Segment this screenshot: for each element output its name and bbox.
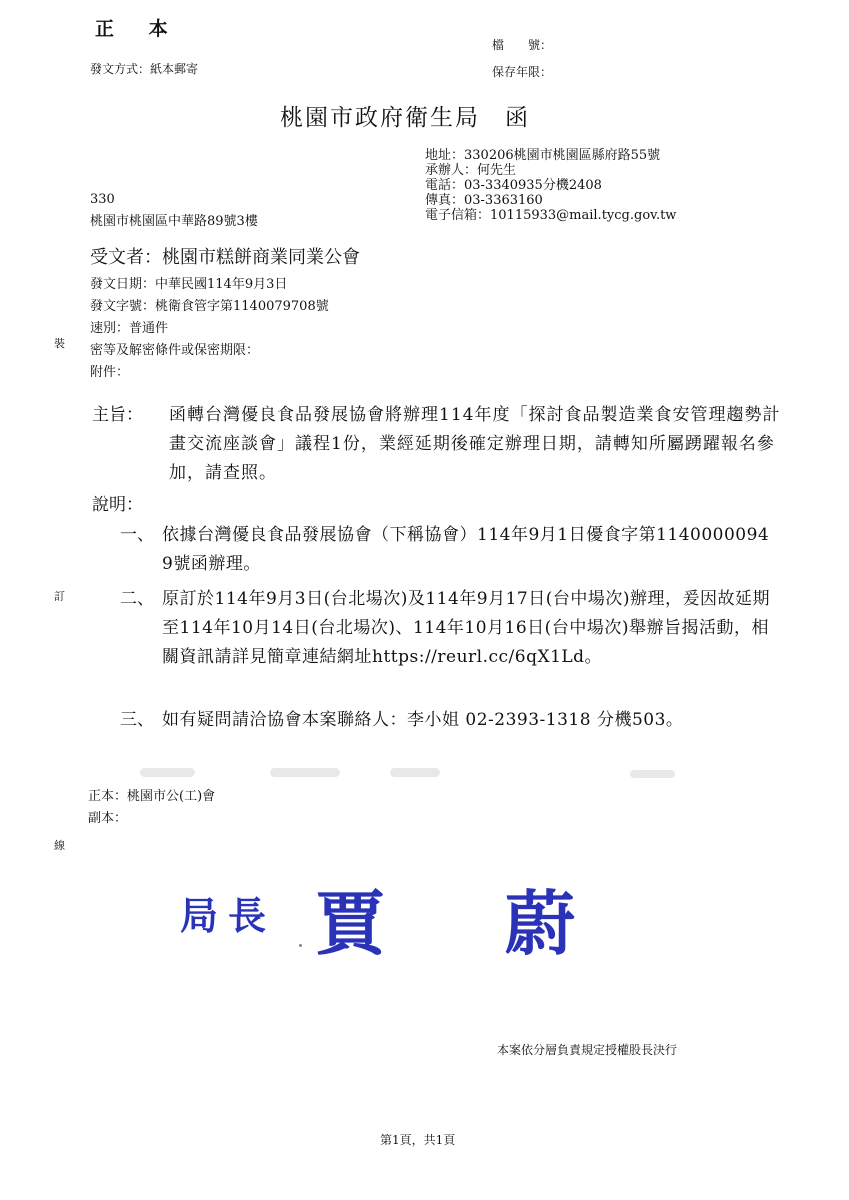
original-recipient: 正本：桃園市公(工)會 [88, 789, 216, 804]
subject-label: 主旨： [92, 405, 143, 425]
sender-address: 地址：330206桃園市桃園區縣府路55號 [425, 148, 661, 163]
issue-date: 發文日期：中華民國114年9月3日 [90, 277, 288, 292]
recipient: 受文者：桃園市糕餅商業同業公會 [90, 247, 360, 268]
binding-mark-middle: 訂 [54, 590, 65, 603]
item-text: 依據台灣優良食品發展協會（下稱協會）114年9月1日優食字第11400000949號函辦理。 [162, 525, 770, 574]
binding-mark-top: 裝 [54, 337, 65, 350]
send-method: 發文方式：紙本郵寄 [90, 62, 199, 76]
document-meta [90, 274, 329, 384]
director-signature-stamp: 賈蔚 [315, 882, 695, 965]
file-number-label: 檔 號： [492, 38, 553, 52]
scan-smudge [270, 768, 340, 777]
phone-number: 電話：03-3340935分機2408 [425, 178, 602, 193]
handler-name: 承辦人：何先生 [425, 163, 517, 178]
director-title-stamp: 局長 [180, 893, 277, 938]
scan-smudge [630, 770, 675, 778]
explanation-item [120, 521, 770, 579]
retention-period-label: 保存年限： [492, 65, 553, 79]
scan-smudge [140, 768, 195, 777]
attachment-label: 附件： [90, 365, 130, 380]
document-title: 桃園市政府衛生局 函 [280, 105, 530, 131]
scan-speck [299, 944, 302, 947]
explanation-label: 說明： [92, 495, 143, 515]
authorization-note: 本案依分層負責規定授權股長決行 [497, 1043, 678, 1057]
scan-smudge [390, 768, 440, 777]
subject-section [92, 401, 792, 488]
item-number: 三、 [120, 710, 154, 730]
item-number: 一、 [120, 525, 154, 545]
delivery-speed: 速別：普通件 [90, 321, 169, 336]
item-text: 如有疑問請洽協會本案聯絡人：李小姐 02-2393-1318 分機503。 [162, 710, 684, 730]
fax-number: 傳真：03-3363160 [425, 193, 543, 208]
recipient-address: 桃園市桃園區中華路89號3樓 [90, 214, 258, 229]
item-text: 原訂於114年9月3日(台北場次)及114年9月17日(台中場次)辦理，爰因故延期至114年10月14日(台北場次)、114年10月16日(台中場次)舉辦旨揭活動，相關資訊請詳見簡章連結網址https://reurl.cc/6qX1Ld。 [162, 589, 771, 667]
explanation-item [120, 706, 770, 735]
email-address: 電子信箱：10115933@mail.tycg.gov.tw [425, 208, 677, 223]
copy-recipient: 副本： [88, 811, 128, 826]
subject-text: 函轉台灣優良食品發展協會將辦理114年度「探討食品製造業食安管理趨勢計畫交流座談會」議程1份，業經延期後確定辦理日期，請轉知所屬踴躍報名參加，請查照。 [169, 405, 781, 483]
secrecy-level: 密等及解密條件或保密期限： [90, 343, 260, 358]
sender-contact-block [425, 148, 676, 223]
explanation-item [120, 585, 770, 672]
recipient-zip: 330 [90, 192, 115, 207]
binding-mark-bottom: 線 [54, 839, 65, 852]
document-number: 發文字號：桃衛食管字第1140079708號 [90, 299, 329, 314]
copy-mark: 正 本 [95, 18, 182, 40]
distribution-list [88, 786, 215, 830]
item-number: 二、 [120, 589, 154, 609]
page-number: 第1頁，共1頁 [380, 1133, 456, 1147]
